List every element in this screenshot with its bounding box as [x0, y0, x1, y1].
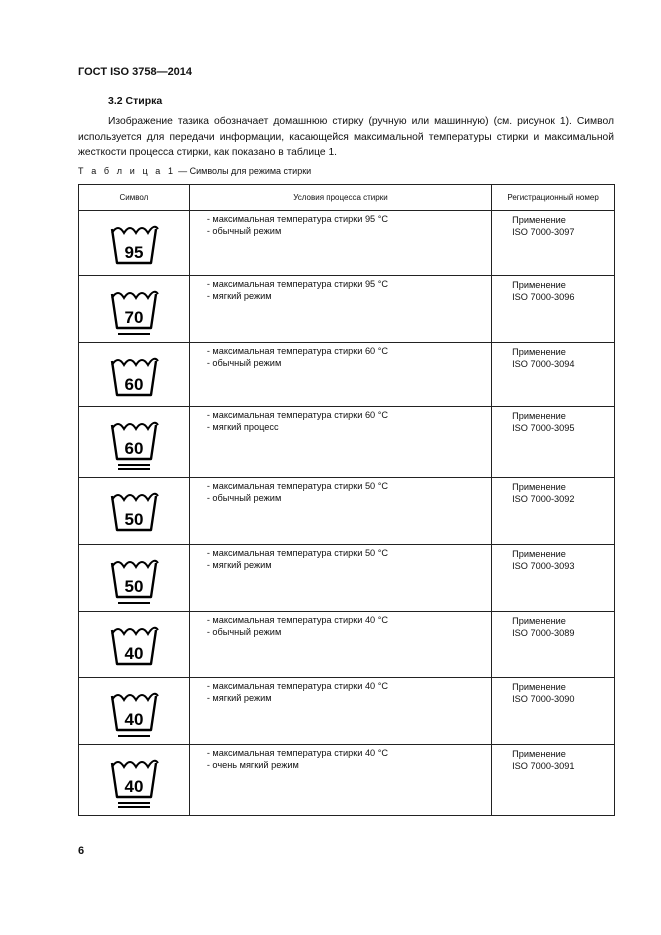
- registration-number: ISO 7000-3093: [512, 561, 575, 571]
- conditions-cell: [189, 745, 491, 816]
- table-row: [79, 343, 615, 407]
- table-row: [79, 478, 615, 545]
- registration-label: Применение: [512, 347, 566, 357]
- registration-label: Применение: [512, 482, 566, 492]
- registration-number: ISO 7000-3092: [512, 494, 575, 504]
- condition-line: - обычный режим: [206, 358, 282, 368]
- wash-temperature-label: 60: [124, 375, 144, 394]
- condition-line: - максимальная температура стирки 50 °С: [206, 481, 389, 491]
- conditions-cell: [189, 276, 491, 343]
- conditions-cell: [189, 612, 491, 678]
- wash-temperature-label: 60: [124, 439, 144, 458]
- registration-cell: [492, 407, 615, 478]
- body-paragraph: [78, 114, 614, 161]
- condition-line: - обычный режим: [206, 627, 282, 637]
- registration-label: Применение: [512, 682, 566, 692]
- registration-cell: [492, 545, 615, 612]
- wash-tub-icon: [108, 415, 160, 477]
- condition-line: - максимальная температура стирки 40 °С: [206, 748, 389, 758]
- conditions-cell: [189, 545, 491, 612]
- column-header-symbol: Символ: [79, 185, 190, 211]
- wash-tub-icon: [108, 686, 160, 744]
- wash-tub-icon: [108, 753, 160, 815]
- condition-line: - максимальная температура стирки 95 °С: [206, 214, 389, 224]
- table-row: [79, 407, 615, 478]
- registration-cell: [492, 612, 615, 678]
- conditions-cell: [189, 478, 491, 545]
- condition-line: - мягкий процесс: [206, 422, 279, 432]
- condition-line: - мягкий режим: [206, 560, 272, 570]
- condition-line: - максимальная температура стирки 50 °С: [206, 548, 389, 558]
- section-title: 3.2 Стирка: [108, 95, 163, 107]
- conditions-cell: [189, 343, 491, 407]
- symbol-cell: [79, 407, 190, 478]
- registration-number: ISO 7000-3096: [512, 292, 575, 302]
- condition-line: - мягкий режим: [206, 693, 272, 703]
- page-number: 6: [78, 845, 85, 857]
- symbol-cell: [79, 343, 190, 407]
- condition-line: - обычный режим: [206, 226, 282, 236]
- wash-tub-icon: [108, 486, 160, 540]
- wash-temperature-label: 40: [124, 777, 144, 796]
- registration-label: Применение: [512, 411, 566, 421]
- wash-temperature-label: 50: [124, 510, 144, 529]
- table-row: [79, 745, 615, 816]
- symbol-cell: [79, 745, 190, 816]
- condition-line: - максимальная температура стирки 60 °С: [206, 410, 389, 420]
- symbol-cell: [79, 545, 190, 612]
- wash-tub-icon: [108, 351, 160, 405]
- registration-number: ISO 7000-3091: [512, 761, 575, 771]
- condition-line: - максимальная температура стирки 95 °С: [206, 279, 389, 289]
- column-header-registration: Регистрационный номер: [492, 185, 615, 211]
- wash-tub-icon: [108, 284, 160, 342]
- registration-number: ISO 7000-3090: [512, 694, 575, 704]
- wash-temperature-label: 40: [124, 710, 144, 729]
- registration-label: Применение: [512, 616, 566, 626]
- registration-number: ISO 7000-3089: [512, 628, 575, 638]
- table-row: [79, 612, 615, 678]
- table-row: [79, 276, 615, 343]
- table-row: [79, 678, 615, 745]
- conditions-cell: [189, 407, 491, 478]
- symbol-cell: [79, 276, 190, 343]
- registration-number: ISO 7000-3095: [512, 423, 575, 433]
- registration-number: ISO 7000-3097: [512, 227, 575, 237]
- wash-tub-icon: [108, 553, 160, 611]
- wash-tub-icon: [108, 219, 160, 273]
- paragraph-text: Изображение тазика обозначает домашнюю стирку (ручную или машинную) (см. рисунок 1). Символ используется для передачи информации, касающейся максимальной температуры стирки и максимальной жесткости процесса стирки, как показано в таблице 1.: [78, 116, 614, 158]
- condition-line: - обычный режим: [206, 493, 282, 503]
- registration-cell: [492, 745, 615, 816]
- registration-cell: [492, 211, 615, 276]
- caption-prefix: Т а б л и ц а 1: [78, 166, 176, 176]
- registration-cell: [492, 678, 615, 745]
- condition-line: - максимальная температура стирки 60 °С: [206, 346, 389, 356]
- registration-cell: [492, 343, 615, 407]
- wash-temperature-label: 50: [124, 577, 144, 596]
- registration-number: ISO 7000-3094: [512, 359, 575, 369]
- wash-tub-icon: [108, 620, 160, 674]
- conditions-cell: [189, 211, 491, 276]
- symbol-cell: [79, 211, 190, 276]
- document-header: ГОСТ ISO 3758—2014: [78, 66, 193, 78]
- conditions-cell: [189, 678, 491, 745]
- condition-line: - мягкий режим: [206, 291, 272, 301]
- registration-label: Применение: [512, 280, 566, 290]
- symbol-cell: [79, 612, 190, 678]
- registration-label: Применение: [512, 549, 566, 559]
- wash-temperature-label: 40: [124, 644, 144, 663]
- symbol-cell: [79, 478, 190, 545]
- registration-label: Применение: [512, 215, 566, 225]
- caption-text: — Символы для режима стирки: [175, 166, 312, 176]
- washing-symbols-table: [78, 184, 615, 816]
- table-caption: [78, 166, 311, 176]
- column-header-conditions: Условия процесса стирки: [189, 185, 491, 211]
- symbol-cell: [79, 678, 190, 745]
- condition-line: - максимальная температура стирки 40 °С: [206, 681, 389, 691]
- condition-line: - очень мягкий режим: [206, 760, 299, 770]
- table-row: [79, 211, 615, 276]
- table-row: [79, 545, 615, 612]
- wash-temperature-label: 70: [124, 308, 144, 327]
- condition-line: - максимальная температура стирки 40 °С: [206, 615, 389, 625]
- registration-cell: [492, 276, 615, 343]
- registration-label: Применение: [512, 749, 566, 759]
- table-header-row: [79, 185, 615, 211]
- registration-cell: [492, 478, 615, 545]
- wash-temperature-label: 95: [124, 243, 144, 262]
